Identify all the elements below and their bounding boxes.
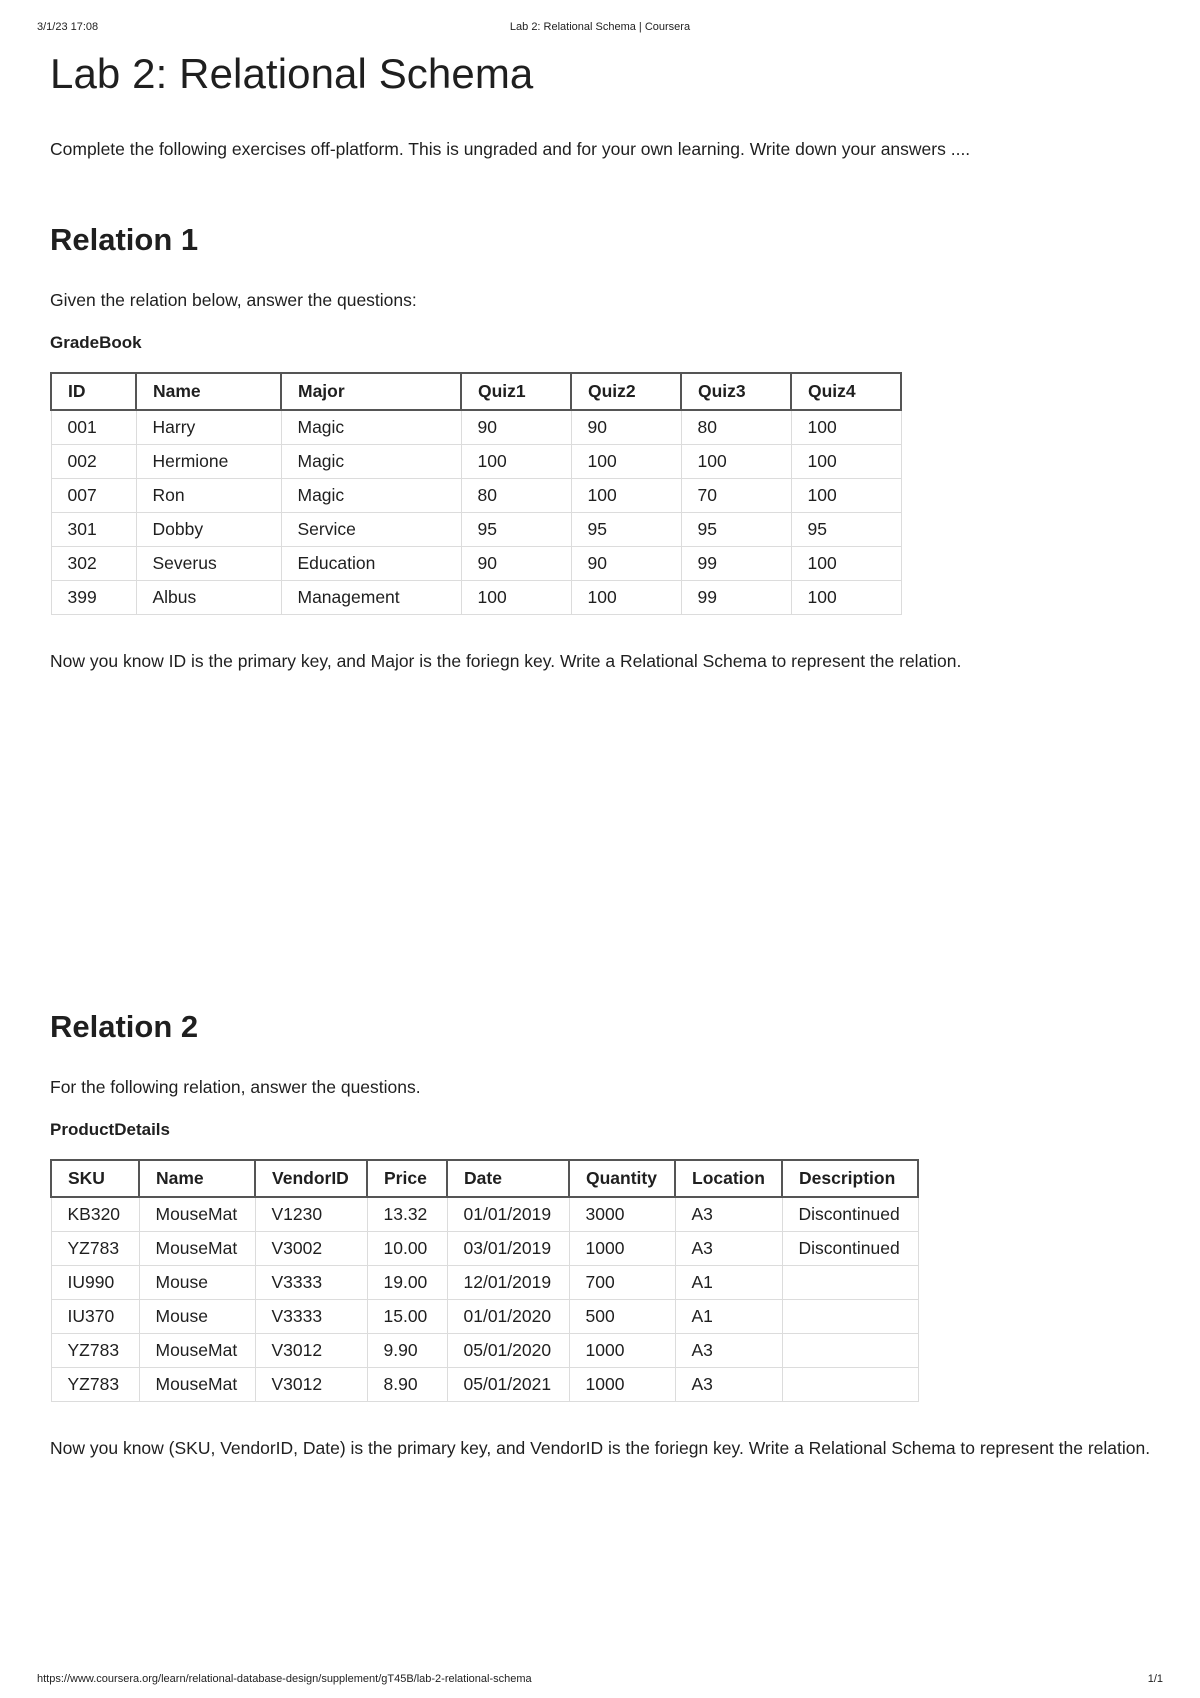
- table-row: [51, 512, 901, 546]
- table-cell: Magic: [281, 410, 461, 444]
- table-row: [51, 1231, 918, 1265]
- table-cell: 100: [681, 444, 791, 478]
- table-cell: 90: [461, 546, 571, 580]
- table-cell: Harry: [136, 410, 281, 444]
- table-cell: 95: [791, 512, 901, 546]
- table-row: [51, 478, 901, 512]
- table-cell: 95: [571, 512, 681, 546]
- table-cell: 70: [681, 478, 791, 512]
- relation1-prompt: Given the relation below, answer the questions:: [50, 290, 417, 310]
- table-cell: 99: [681, 546, 791, 580]
- table-cell: 19.00: [367, 1265, 447, 1299]
- column-header: ID: [51, 373, 136, 410]
- column-header: Price: [367, 1160, 447, 1197]
- column-header: Quiz1: [461, 373, 571, 410]
- column-header: Quiz3: [681, 373, 791, 410]
- relation2-prompt: For the following relation, answer the questions.: [50, 1077, 421, 1097]
- print-url: https://www.coursera.org/learn/relational-database-design/supplement/gT45B/lab-2-relational-schema: [37, 1673, 532, 1685]
- column-header: Major: [281, 373, 461, 410]
- table-cell: 03/01/2019: [447, 1231, 569, 1265]
- table-cell: Hermione: [136, 444, 281, 478]
- table-cell: [782, 1367, 918, 1401]
- table-row: [51, 546, 901, 580]
- table-cell: Dobby: [136, 512, 281, 546]
- column-header: Quantity: [569, 1160, 675, 1197]
- table-cell: Severus: [136, 546, 281, 580]
- table-cell: YZ783: [51, 1231, 139, 1265]
- relation1-heading: Relation 1: [50, 222, 199, 257]
- table-cell: 05/01/2020: [447, 1333, 569, 1367]
- print-timestamp: 3/1/23 17:08: [37, 21, 99, 33]
- column-header: Name: [139, 1160, 255, 1197]
- relation2-table-name: ProductDetails: [50, 1120, 170, 1139]
- table-cell: 001: [51, 410, 136, 444]
- table-header-row: [51, 373, 901, 410]
- column-header: Quiz4: [791, 373, 901, 410]
- intro-text: Complete the following exercises off-platform. This is ungraded and for your own learning. Write down your answers ....: [50, 139, 971, 159]
- print-page-title: Lab 2: Relational Schema | Coursera: [509, 21, 691, 33]
- table-cell: [782, 1265, 918, 1299]
- column-header: Quiz2: [571, 373, 681, 410]
- table-cell: Management: [281, 580, 461, 614]
- table-row: [51, 580, 901, 614]
- relation2-heading: Relation 2: [50, 1009, 199, 1044]
- column-header: Name: [136, 373, 281, 410]
- table-cell: Mouse: [139, 1265, 255, 1299]
- table-cell: 002: [51, 444, 136, 478]
- gradebook-table: [50, 372, 902, 615]
- print-footer: [37, 1673, 1163, 1689]
- table-cell: 100: [791, 546, 901, 580]
- table-row: [51, 1197, 918, 1231]
- relation2-question: Now you know (SKU, VendorID, Date) is the primary key, and VendorID is the foriegn key. Write a Relational Schema to represent the relation.: [50, 1438, 1151, 1458]
- table-cell: 1000: [569, 1333, 675, 1367]
- table-cell: 100: [791, 580, 901, 614]
- table-cell: Discontinued: [782, 1231, 918, 1265]
- table-row: [51, 410, 901, 444]
- table-cell: MouseMat: [139, 1231, 255, 1265]
- table-cell: 80: [461, 478, 571, 512]
- table-cell: 1000: [569, 1231, 675, 1265]
- table-cell: 01/01/2019: [447, 1197, 569, 1231]
- table-cell: [782, 1333, 918, 1367]
- table-row: [51, 444, 901, 478]
- table-cell: 301: [51, 512, 136, 546]
- table-cell: 90: [461, 410, 571, 444]
- table-cell: 100: [461, 444, 571, 478]
- table-cell: Magic: [281, 478, 461, 512]
- table-cell: Magic: [281, 444, 461, 478]
- table-cell: V1230: [255, 1197, 367, 1231]
- table-cell: 9.90: [367, 1333, 447, 1367]
- table-cell: 100: [571, 580, 681, 614]
- table-cell: 12/01/2019: [447, 1265, 569, 1299]
- table-cell: 90: [571, 410, 681, 444]
- table-cell: V3012: [255, 1367, 367, 1401]
- relation1-question: Now you know ID is the primary key, and Major is the foriegn key. Write a Relational Schema to represent the relation.: [50, 651, 962, 671]
- table-cell: MouseMat: [139, 1197, 255, 1231]
- column-header: Description: [782, 1160, 918, 1197]
- table-cell: 500: [569, 1299, 675, 1333]
- table-cell: 8.90: [367, 1367, 447, 1401]
- table-cell: V3333: [255, 1265, 367, 1299]
- table-cell: 100: [571, 478, 681, 512]
- table-cell: 01/01/2020: [447, 1299, 569, 1333]
- table-cell: Education: [281, 546, 461, 580]
- table-cell: 99: [681, 580, 791, 614]
- table-cell: 007: [51, 478, 136, 512]
- table-cell: Service: [281, 512, 461, 546]
- print-page-number: 1/1: [1147, 1673, 1163, 1685]
- table-cell: 100: [791, 444, 901, 478]
- table-cell: 10.00: [367, 1231, 447, 1265]
- table-cell: 90: [571, 546, 681, 580]
- table-cell: A3: [675, 1367, 782, 1401]
- productdetails-table: [50, 1159, 919, 1402]
- table-cell: 1000: [569, 1367, 675, 1401]
- table-row: [51, 1333, 918, 1367]
- table-cell: YZ783: [51, 1333, 139, 1367]
- table-cell: V3002: [255, 1231, 367, 1265]
- table-cell: 3000: [569, 1197, 675, 1231]
- table-cell: 100: [791, 410, 901, 444]
- table-cell: 95: [681, 512, 791, 546]
- table-cell: A1: [675, 1265, 782, 1299]
- table-cell: A3: [675, 1197, 782, 1231]
- table-row: [51, 1367, 918, 1401]
- page-title: Lab 2: Relational Schema: [50, 50, 534, 97]
- table-cell: 100: [791, 478, 901, 512]
- table-header-row: [51, 1160, 918, 1197]
- table-cell: 302: [51, 546, 136, 580]
- table-cell: Mouse: [139, 1299, 255, 1333]
- table-cell: V3333: [255, 1299, 367, 1333]
- table-cell: [782, 1299, 918, 1333]
- column-header: VendorID: [255, 1160, 367, 1197]
- table-cell: Discontinued: [782, 1197, 918, 1231]
- table-cell: 100: [461, 580, 571, 614]
- table-row: [51, 1265, 918, 1299]
- table-cell: YZ783: [51, 1367, 139, 1401]
- table-cell: A3: [675, 1333, 782, 1367]
- table-cell: 399: [51, 580, 136, 614]
- table-cell: 15.00: [367, 1299, 447, 1333]
- table-cell: IU370: [51, 1299, 139, 1333]
- table-cell: 13.32: [367, 1197, 447, 1231]
- table-row: [51, 1299, 918, 1333]
- table-cell: MouseMat: [139, 1333, 255, 1367]
- table-cell: IU990: [51, 1265, 139, 1299]
- table-cell: 80: [681, 410, 791, 444]
- table-cell: Ron: [136, 478, 281, 512]
- table-cell: A3: [675, 1231, 782, 1265]
- table-cell: Albus: [136, 580, 281, 614]
- relation1-table-name: GradeBook: [50, 333, 142, 352]
- table-cell: 95: [461, 512, 571, 546]
- table-cell: 100: [571, 444, 681, 478]
- column-header: Location: [675, 1160, 782, 1197]
- table-cell: V3012: [255, 1333, 367, 1367]
- table-cell: MouseMat: [139, 1367, 255, 1401]
- table-cell: A1: [675, 1299, 782, 1333]
- column-header: Date: [447, 1160, 569, 1197]
- print-header: [37, 21, 1163, 37]
- table-cell: 700: [569, 1265, 675, 1299]
- table-cell: KB320: [51, 1197, 139, 1231]
- table-cell: 05/01/2021: [447, 1367, 569, 1401]
- column-header: SKU: [51, 1160, 139, 1197]
